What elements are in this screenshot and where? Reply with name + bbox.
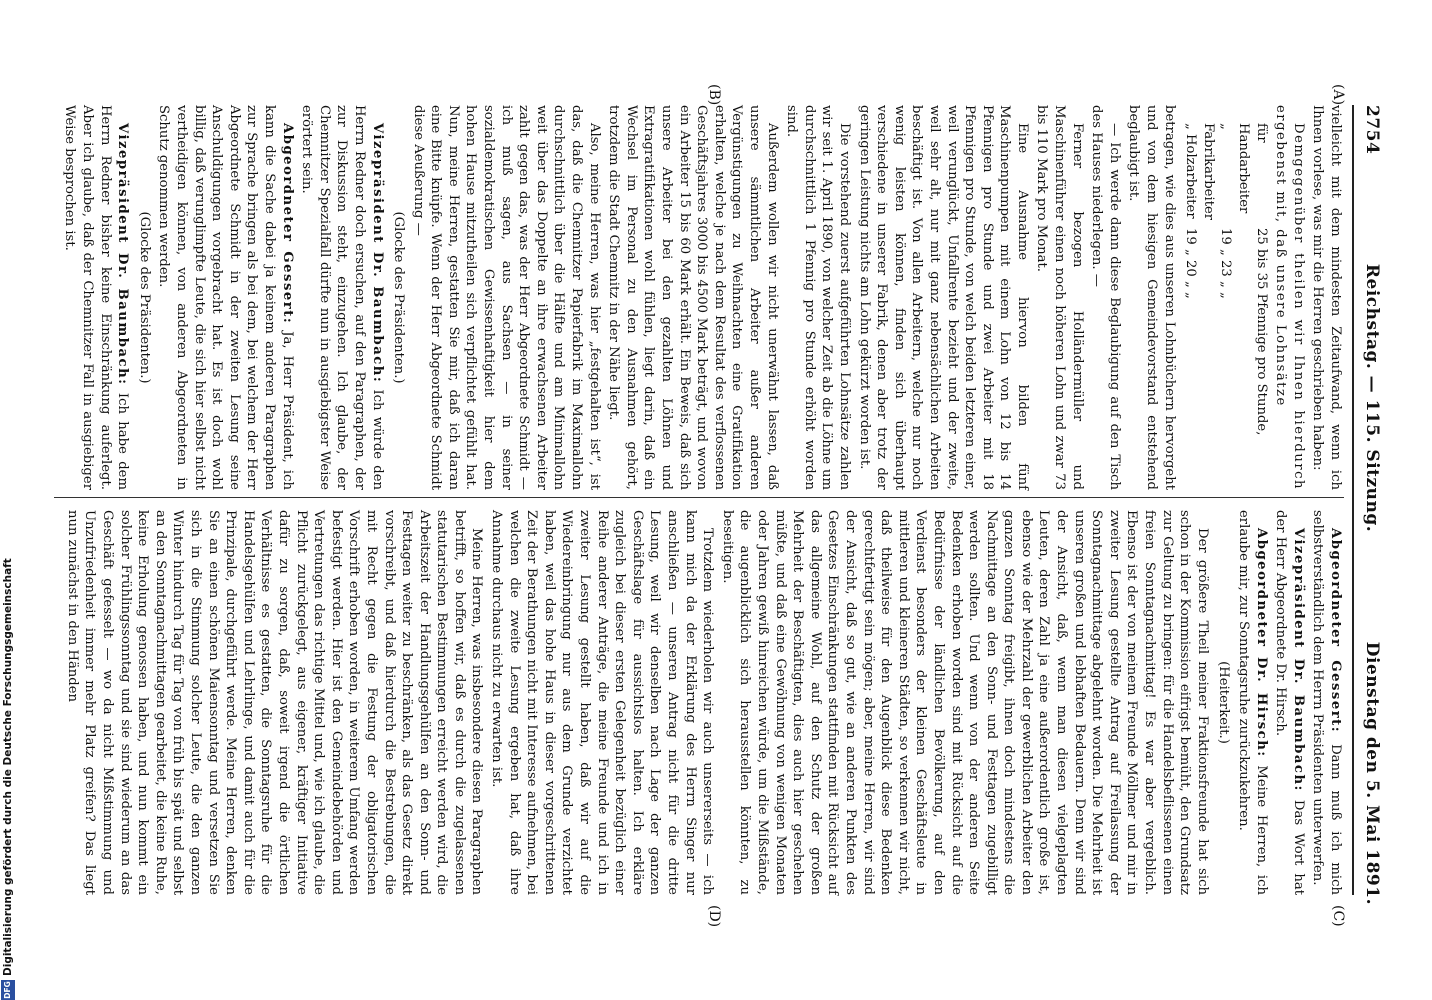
speaker-name: Abgeordneter Gessert:: [279, 123, 295, 325]
table-row: [1182, 105, 1200, 490]
digitization-footer: [0, 0, 18, 1000]
paragraph: Demgegenüber theilen wir Ihnen hierdurch ergebenst mit, daß unsere Lohnsätze: [1273, 105, 1306, 490]
stage-direction: (Glocke des Präsidenten.): [391, 211, 407, 384]
column-divider: [54, 497, 1344, 498]
speaker-name: Abgeordneter Dr. Hirsch:: [1253, 528, 1269, 758]
page-number: 2754: [1362, 105, 1382, 155]
paragraph: Außerdem wollen wir nicht unerwähnt lassen, daß unsere sämmtlichen Arbeiter außer anderen Vergünstigungen zu Weihnachten eine Gratifikation erhalten, welche je nach dem Resultat des verflossenen Geschäftsjahres 3000 bis 4500 Mark beträgt, und wovon ein Arbeiter 15 bis 60 Mark erhält. Ein Beweis, daß sich unsere Arbeiter bei den gezahlten Löhnen und Extragratifikationen wohl fühlen, liegt darin, daß ein Wechsel im Personal zu den Ausnahmen gehört, trotzdem die Stadt Chemnitz in der Nähe liegt.: [606, 105, 780, 490]
footer-text: Digitalisierung gefördert durch die Deutsche Forschungsgemeinschaft: [2, 558, 14, 976]
left-column: [59, 105, 1344, 490]
paragraph: vielleicht mit dem mindesten Zeitaufwand, wenn ich Ihnen vorlese, was mir die Herren geschrieben haben:: [1310, 105, 1343, 490]
paragraph: Meine Herren, was insbesondere diesen Paragraphen betrifft, so hoffen wir, daß es durch die zugelassenen statutarischen Bestimmungen erreicht werden wird, die Arbeitszeit der Handlungsgehülfen an den Sonn- und Festtagen weiter zu beschränken, als das Gesetz direkt vorschreibt, und daß hierdurch die Bestrebungen, die mit Recht gegen die Festung der obligatorischen Vorschrift erhoben worden, in weiterem Umfang werden befestigt werden. Hier ist den Gemeindebehörden und Vertretungen das richtige Mittel und, wie ich glaube, die Pflicht zurückgelegt, aus eigener, kräftiger Initiative dafür zu sorgen, daß, soweit irgend die örtlichen Verhältnisse es gestatten, die Sonntagsruhe für die Handelsgehülfen und Lehrlinge, und damit auch für die Prinzipale, durchgeführt werde. Meine Herren, denken Sie an einen schönen Maiensonntag und versetzen Sie sich in die Stimmung solcher Leute, die den ganzen Winter hindurch Tag für Tag von früh bis spät und selbst an den Sonntagnachmittagen gearbeitet, die keine Ruhe, keine Erholung genossen haben, und nun kommt ein solcher Frühlingssonntag und sie sind wiederum an das Geschäft gefesselt — wo da nicht Mißstimmung und Unzufriedenheit immer mehr Platz greifen? Das liegt nun zunächst in den Händen: [64, 510, 485, 895]
speech-text: Dann muß ich mich selbstverständlich dem Herrn Präsidenten unterwerfen.: [1310, 510, 1343, 895]
speech-text: Meine Herren, ich erlaube mir, zur Sonntagsruhe zurückzukehren.: [1236, 510, 1269, 895]
speaker-name: Abgeordneter Gessert:: [1328, 528, 1343, 734]
speech-text: Ich würde den Herrn Redner doch ersuchen, auf den Paragraphen, der zur Diskussion steht, einzugehen. Ich glaube, der Chemnitzer Spezialfall dürfte nun in ausgiebigster Weise erörtert sein.: [299, 105, 385, 490]
session-title: Reichstag. — 115. Sitzung.: [1362, 263, 1382, 533]
speaker-name: Vizepräsident Dr. Baumbach:: [369, 123, 385, 384]
table-cell: für Handarbeiter: [1236, 123, 1269, 214]
table-row: [1234, 105, 1269, 490]
table-cell: „ Holzarbeiter: [1183, 123, 1199, 219]
table-cell: „ Fabrikarbeiter: [1200, 123, 1234, 221]
paragraph: [1234, 510, 1269, 895]
paragraph: — Ich werde dann diese Beglaubigung auf den Tisch des Hauses niederlegen. —: [1089, 105, 1122, 490]
table-cell: 25 bis 35 Pfennige pro Stunde,: [1253, 228, 1269, 436]
speech-text: Ich habe dem Herrn Redner bisher keine Einschränkung auferlegt. Aber ich glaube, daß der Chemnitzer Fall in ausgiebiger Weise besprochen ist.: [62, 105, 131, 490]
table-row: [1199, 105, 1234, 490]
margin-marker-b: (B): [706, 84, 722, 106]
speech-text: Das Wort hat der Herr Abgeordnete Dr. Hirsch.: [1273, 510, 1306, 895]
speech-text: Ja, Herr Präsident, ich kann die Sache dabei ja keinem anderen Paragraphen zur Sprache bringen als bei dem, bei welchem der Herr Abgeordnete Schmidt in der zweiten Lesung seine Anschuldigungen vorgebracht hat. Es ist doch wohl billig, daß verunglimpfte Leute, die sich hier selbst nicht vertheidigen können, von anderen Abgeordneten in Schutz genommen werden.: [156, 105, 295, 490]
margin-marker-a: (A): [1330, 84, 1346, 106]
margin-marker-c: (C): [1330, 905, 1346, 927]
stage-direction: (Heiterkeit.): [1216, 661, 1232, 744]
stage-direction: (Glocke des Präsidenten.): [136, 211, 152, 384]
paragraph: Also, meine Herren, was hier „festgehalten ist“, ist das, daß die Chemnitzer Papierfabrik im Maximallohn durchschnittlich über die Hälfte und am Minimallohn weit über das Doppelte an ihre erwachsenen Arbeiter zahlt gegen das, was der Herr Abgeordnete Schmidt — ich muß sagen, aus Sachsen — in seiner sozialdemokratischen Gewissenhaftigkeit hier dem hohen Hause mitzutheilen sich verpflichtet gefühlt hat. Nun, meine Herren, gestatten Sie mir, daß ich daran eine Bitte knüpfe. Wenn der Herr Abgeordnete Schmidt diese Aeußerung —: [410, 105, 602, 490]
paragraph: Ferner bezogen Holländermüller und Maschinenführer einen noch höheren Lohn und zwar 73 bis 110 Mark pro Monat.: [1034, 105, 1085, 490]
header-rule: [1352, 105, 1354, 895]
page-header: [1362, 105, 1392, 905]
paragraph: Der größere Theil meiner Fraktionsfreunde hat sich schon in der Kommission eifrigst bemüht, den Grundsatz zur Geltung zu bringen: für die Handelsbeflissenen einen freien Sonntagnachmittag! Es war aber vergeblich. Ebenso ist der von meinem Freunde Möllmer und mir in zweiter Lesung gestellte Antrag auf Freilassung der Sonntagnachmittage abgelehnt worden. Die Mehrheit ist unseren großen und lebhaften Bedauern. Denn wir sind der Ansicht, daß, wenn man diesen vielgeplagten Leuten, deren Zahl ja eine außerordentlich große ist, ebenso wie der Mehrzahl der gewerblichen Arbeiter den ganzen Sonntag freigibt, ihnen doch mindestens die Nachmittage an den Sonn- und Festtagen zugebilligt werden sollten. Und wenn von der anderen Seite Bedenken erhoben worden sind mit Rücksicht auf die Bedürfnisse der ländlichen Bevölkerung, auf den Verdienst besonders der kleinen Geschäftsleute in mittleren und kleineren Städten, so verkennen wir nicht, daß theilweise für den Augenblick diese Bedenken gerechtfertigt sein mögen; aber, meine Herren, wir sind der Ansicht, daß so gut, wie an anderen Punkten des Gesetzes Einschränkungen stattfinden mit Rücksicht auf das allgemeine Wohl, auf den Schutz der großen Mehrheit der Beschäftigten, dies auch hier geschehen müßte, und daß eine Gewöhnung von wenigen Monaten oder Jahren gewiß hinreichen würde, um die Mißstände, die augenblicklich sich herausstellen könnten, zu beseitigen.: [719, 510, 1210, 895]
paragraph: Trotzdem wiederholen wir auch unsererseits — ich kann mich da der Erklärung des Herrn Singer nur anschließen — unseren Antrag nicht für die dritte Lesung, weil wir denselben nach Lage der ganzen Geschäftslage für aussichtslos halten. Ich erkläre zugleich bei dieser ersten Gelegenheit bezüglich einer Reihe anderer Anträge, die meine Freunde und ich in zweiter Lesung gestellt haben, daß wir auf die Wiedereinbringung nur aus dem Grunde verzichtet haben, weil das hohe Haus in dieser vorgeschrittenen Zeit der Berathungen nicht mit Interesse aufnehmen, bei welchen die zweite Lesung ergeben hat, daß ihre Annahme durchaus nicht zu erwarten ist.: [489, 510, 716, 895]
dfg-logo: DFG: [1, 980, 15, 1000]
paragraph: [155, 105, 296, 490]
paragraph: [298, 105, 386, 490]
table-cell: 19 „ 23 „ „: [1218, 228, 1234, 299]
paragraph: [1272, 510, 1307, 895]
paragraph: Eine Ausnahme hiervon bilden fünf Maschinenpumpen mit einem Lohn von 12 bis 14 Pfennigen pro Stunde und zwei Arbeiter mit 18 Pfennigen pro Stunde, von welch beiden letzteren einer, weil verunglückt, Unfallrente bezieht und der zweite, weil sehr alt, nur mit ganz nebensächlichen Arbeiten beschäftigt ist. Von allen Arbeitern, welche nur noch wenig leisten können, finden sich überhaupt verschiedene in unserer Fabrik, denen aber trotz der geringen Leistung nichts am Lohn gekürzt worden ist.: [856, 105, 1030, 490]
speaker-name: Vizepräsident Dr. Baumbach:: [1290, 528, 1306, 792]
speaker-name: Vizepräsident Dr. Baumbach:: [115, 123, 131, 386]
paragraph: Die vorstehend zuerst aufgeführten Lohnsätze zahlen wir seit 1. April 1890, von welcher Zeit ab die Löhne um durchschnittlich 1 Pfennig pro Stunde erhöht worden sind.: [784, 105, 852, 490]
paragraph: betragen, wie dies aus unseren Lohnbüchern hervorgeht und von dem hiesigen Gemeindevorstand entstehend beglaubigt ist.: [1126, 105, 1177, 490]
paragraph: [61, 105, 131, 490]
session-date: Dienstag den 5. Mai 1891.: [1362, 641, 1382, 905]
table-cell: 19 „ 20 „ „: [1183, 228, 1199, 299]
wage-table: [1182, 105, 1270, 490]
paragraph: [1309, 510, 1344, 895]
margin-marker-d: (D): [706, 905, 722, 928]
right-column: [61, 510, 1344, 895]
